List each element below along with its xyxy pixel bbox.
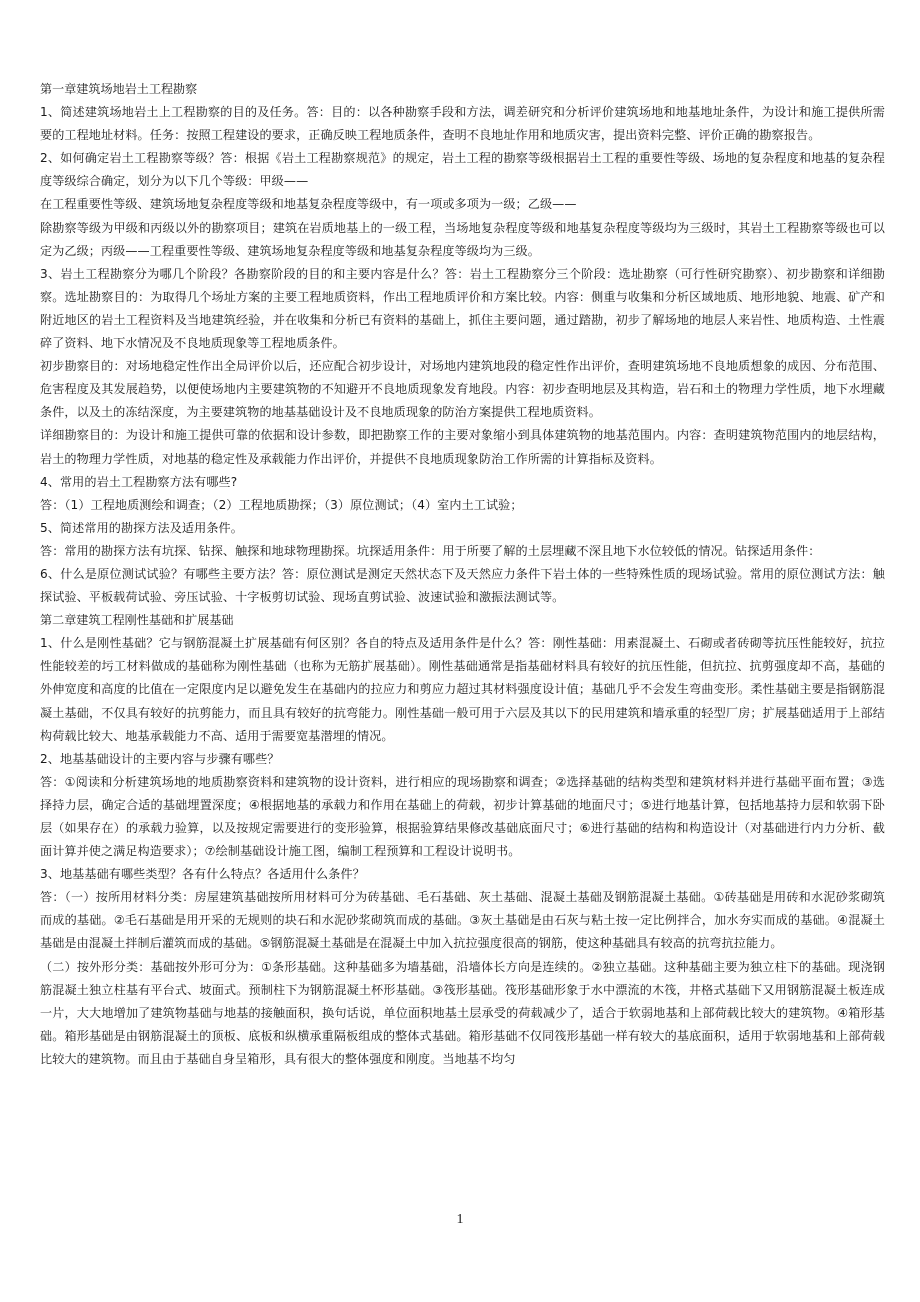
ch1-question-2-b: 在工程重要性等级、建筑场地复杂程度等级和地基复杂程度等级中，有一项或多项为一级；乙级——: [40, 197, 577, 212]
page-number: 1: [456, 1212, 464, 1227]
ch2-question-2: 2、地基基础设计的主要内容与步骤有哪些？: [40, 751, 280, 766]
ch1-question-4: 4、常用的岩土工程勘察方法有哪些?: [40, 474, 238, 489]
ch1-answer-5: 答：常用的勘探方法有坑探、钻探、触探和地球物理勘探。坑探适用条件：用于所要了解的土层埋藏不深且地下水位较低的情况。钻探适用条件：: [40, 543, 821, 558]
ch1-question-2-c: 除勘察等级为甲级和丙级以外的勘察项目；建筑在岩质地基上的一级工程，当场地复杂程度等级和地基复杂程度等级均为三级时，其岩土工程勘察等级也可以定为乙级；丙级——工程重要性等级、建筑场地复杂程度等级和地基复杂程度等级均为三级。: [40, 220, 885, 258]
document-body: [40, 78, 885, 1071]
ch2-question-1: 1、什么是刚性基础？它与钢筋混凝土扩展基础有何区别？各自的特点及适用条件是什么？答：刚性基础：用素混凝土、石砌或者砖砌等抗压性能较好，抗拉性能较差的圬工材料做成的基础称为刚性基础（也称为无筋扩展基础）。刚性基础通常是指基础材料具有较好的抗压性能，但抗拉、抗剪强度却不高，基础的外伸宽度和高度的比值在一定限度内足以避免发生在基础内的拉应力和剪应力超过其材料强度设计值；基础几乎不会发生弯曲变形。柔性基础主要是指钢筋混凝土基础，不仅具有较好的抗剪能力，而且具有较好的抗弯能力。刚性基础一般可用于六层及其以下的民用建筑和墙承重的轻型厂房；扩展基础适用于上部结构荷载比较大、地基承载能力不高、适用于需要宽基潜埋的情况。: [40, 636, 885, 743]
ch1-question-5: 5、简述常用的勘探方法及适用条件。: [40, 520, 243, 535]
chapter2-title: 第二章建筑工程刚性基础和扩展基础: [40, 613, 234, 628]
ch2-answer-3-b: （二）按外形分类：基础按外形可分为：①条形基础。这种基础多为墙基础，沿墙体长方向是连续的。②独立基础。这种基础主要为独立柱下的基础。现浇钢筋混凝土独立柱基有平台式、坡面式。预制柱下为钢筋混凝土杯形基础。③筏形基础。筏形基础形象于水中漂流的木筏，井格式基础下又用钢筋混凝土板连成一片，大大地增加了建筑物基础与地基的接触面积，换句话说，单位面积地基土层承受的荷载减少了，适合于软弱地基和上部荷载比较大的建筑物。④箱形基础。箱形基础是由钢筋混凝土的顶板、底板和纵横承重隔板组成的整体式基础。箱形基础不仅同筏形基础一样有较大的基底面积，适用于软弱地基和上部荷载比较大的建筑物。而且由于基础自身呈箱形，具有很大的整体强度和刚度。当地基不均匀: [40, 959, 885, 1066]
ch2-answer-2: 答：①阅读和分析建筑场地的地质勘察资料和建筑物的设计资料，进行相应的现场勘察和调查；②选择基础的结构类型和建筑材料并进行基础平面布置；③选择持力层，确定合适的基础埋置深度；④根据地基的承载力和作用在基础上的荷载，初步计算基础的地面尺寸；⑤进行地基计算，包括地基持力层和软弱下卧层（如果存在）的承载力验算，以及按规定需要进行的变形验算，根据验算结果修改基础底面尺寸；⑥进行基础的结构和构造设计（对基础进行内力分析、截面计算并使之满足构造要求）；⑦绘制基础设计施工图，编制工程预算和工程设计说明书。: [40, 774, 885, 859]
ch1-question-3-b: 初步勘察目的：对场地稳定性作出全局评价以后，还应配合初步设计，对场地内建筑地段的稳定性作出评价，查明建筑场地不良地质想象的成因、分布范围、危害程度及其发展趋势，以便使场地内主要建筑物的不知避开不良地质现象发育地段。内容：初步查明地层及其构造，岩石和土的物理力学性质，地下水埋藏条件，以及土的冻结深度，为主要建筑物的地基基础设计及不良地质现象的防治方案提供工程地质资料。: [40, 359, 885, 420]
ch1-answer-4: 答：（1）工程地质测绘和调查；（2）工程地质勘探；（3）原位测试；（4）室内土工试验；: [40, 497, 523, 512]
ch1-question-3-c: 详细勘察目的：为设计和施工提供可靠的依据和设计参数，即把勘察工作的主要对象缩小到具体建筑物的地基范围内。内容：查明建筑物范围内的地层结构，岩土的物理力学性质，对地基的稳定性及承载能力作出评价，并提供不良地质现象防治工作所需的计算指标及资料。: [40, 428, 885, 466]
ch2-question-3: 3、地基基础有哪些类型？各有什么特点？各适用什么条件？: [40, 867, 365, 882]
ch1-question-2: 2、如何确定岩土工程勘察等级？答：根据《岩土工程勘察规范》的规定，岩土工程的勘察等级根据岩土工程的重要性等级、场地的复杂程度和地基的复杂程度等级综合确定，划分为以下几个等级：甲级——: [40, 151, 885, 189]
ch1-question-3: 3、岩土工程勘察分为哪几个阶段？各勘察阶段的目的和主要内容是什么？答：岩土工程勘察分三个阶段：选址勘察（可行性研究勘察）、初步勘察和详细勘察。选址勘察目的：为取得几个场址方案的主要工程地质资料，作出工程地质评价和方案比较。内容：侧重与收集和分析区域地质、地形地貌、地震、矿产和附近地区的岩土工程资料及当地建筑经验，并在收集和分析已有资料的基础上，抓住主要问题，通过踏勘，初步了解场地的地层人来岩性、地质构造、土性震碎了资料、地下水情况及不良地质现象等工程地质条件。: [40, 266, 885, 351]
chapter1-title: 第一章建筑场地岩土工程勘察: [40, 82, 198, 96]
ch2-answer-3: 答：（一）按所用材料分类：房屋建筑基础按所用材料可分为砖基础、毛石基础、灰土基础、混凝土基础及钢筋混凝土基础。①砖基础是用砖和水泥砂浆砌筑而成的基础。②毛石基础是用开采的无规则的块石和水泥砂浆砌筑而成的基础。③灰土基础是由石灰与粘土按一定比例拌合，加水夯实而成的基础。④混凝土基础是由混凝土拌制后灌筑而成的基础。⑤钢筋混凝土基础是在混凝土中加入抗拉强度很高的钢筋，使这种基础具有较高的抗弯抗拉能力。: [40, 890, 885, 951]
ch1-question-1: 1、简述建筑场地岩土上工程勘察的目的及任务。答：目的：以各种勘察手段和方法，调差研究和分析评价建筑场地和地基地址条件，为设计和施工提供所需要的工程地址材料。任务：按照工程建设的要求，正确反映工程地质条件，查明不良地址作用和地质灾害，提出资料完整、评价正确的勘察报告。: [40, 105, 885, 143]
ch1-question-6: 6、什么是原位测试试验？有哪些主要方法？答：原位测试是测定天然状态下及天然应力条件下岩土体的一些特殊性质的现场试验。常用的原位测试方法：触探试验、平板载荷试验、旁压试验、十字板剪切试验、现场直剪试验、波速试验和激振法测试等。: [40, 566, 885, 605]
